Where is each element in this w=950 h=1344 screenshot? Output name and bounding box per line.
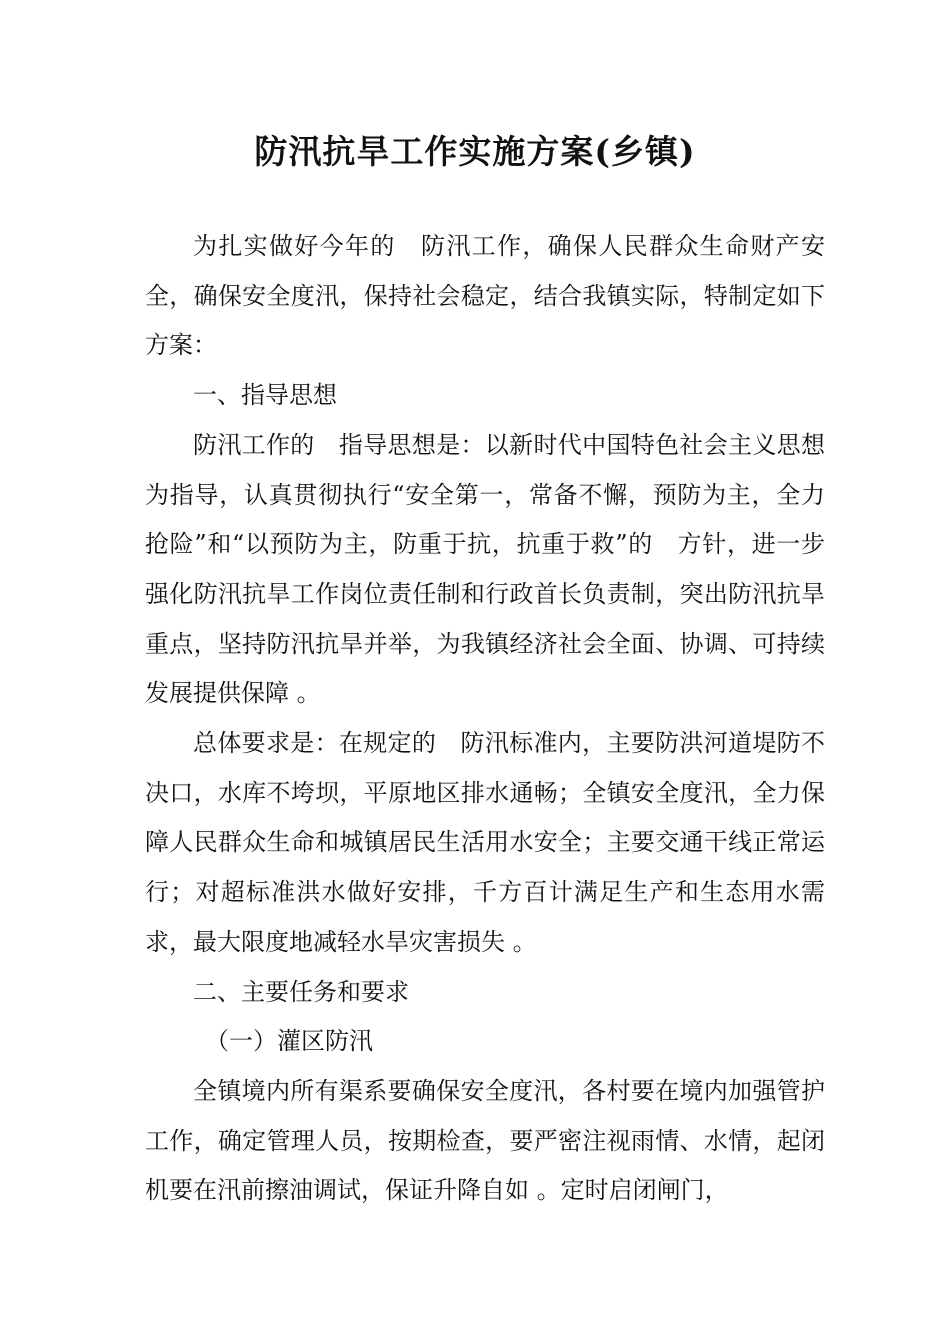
intro-paragraph: 为扎实做好今年的 防汛工作，确保人民群众生命财产安全，确保安全度汛，保持社会稳定，结合我镇实际，特制定如下方案： — [145, 232, 825, 360]
document-body — [145, 222, 825, 1216]
section-heading-main-tasks: 二、主要任务和要求 — [193, 977, 409, 1006]
document-title: 防汛抗旱工作实施方案(乡镇) — [254, 132, 696, 171]
subsection-heading-irrigation: （一）灌区防汛 — [205, 1027, 373, 1056]
irrigation-paragraph: 全镇境内所有渠系要确保安全度汛，各村要在境内加强管护工作，确定管理人员，按期检查，要严密注视雨情、水情，起闭机要在汛前擦油调试，保证升降自如 。定时启闭闸门， — [145, 1076, 825, 1205]
guiding-ideology-paragraph: 防汛工作的 指导思想是：以新时代中国特色社会主义思想为指导，认真贯彻执行“安全第一，常备不懈，预防为主，全力抢险”和“以预防为主，防重于抗，抗重于救”的 方针，进一步强化防汛抗旱工作岗位责任制和行政首长负责制，突出防汛抗旱重点，坚持防汛抗旱并举，为我镇经济社会全面、协调、可持续发展提供保障 。 — [145, 430, 825, 708]
overall-requirements-paragraph: 总体要求是：在规定的 防汛标准内，主要防洪河道堤防不决口，水库不垮坝，平原地区排水通畅；全镇安全度汛，全力保障人民群众生命和城镇居民生活用水安全；主要交通干线正常运行；对超标准洪水做好安排，千方百计满足生产和生态用水需求，最大限度地减轻水旱灾害损失 。 — [145, 729, 825, 956]
section-heading-guiding-ideology: 一、指导思想 — [193, 381, 337, 410]
